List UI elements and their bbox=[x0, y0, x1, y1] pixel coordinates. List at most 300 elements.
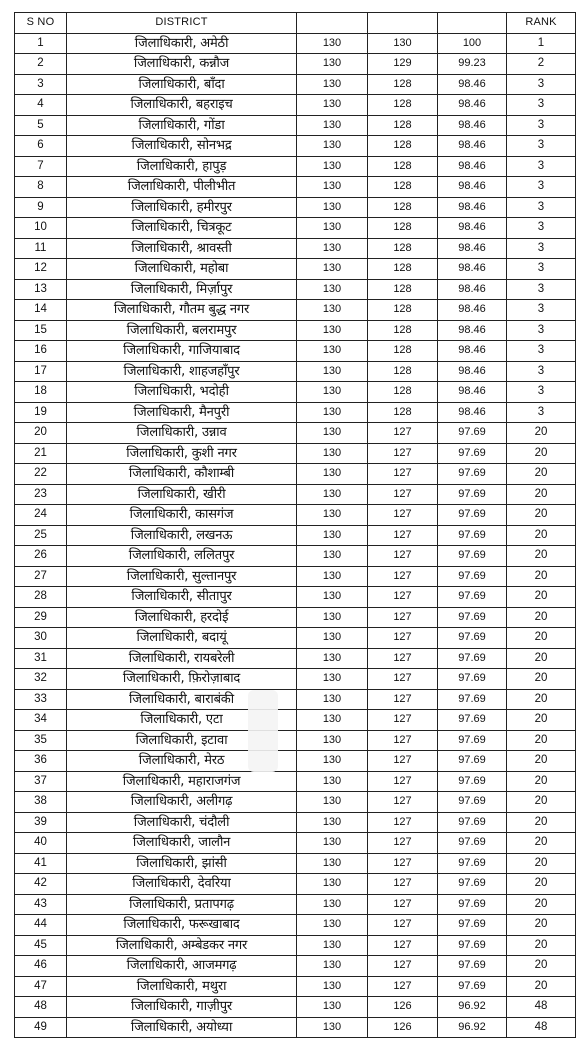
cell-rank: 20 bbox=[507, 546, 576, 567]
cell-total: 130 bbox=[297, 710, 368, 731]
cell-percent: 98.46 bbox=[438, 320, 507, 341]
cell-rank: 48 bbox=[507, 997, 576, 1018]
cell-percent: 97.69 bbox=[438, 423, 507, 444]
cell-percent: 97.69 bbox=[438, 751, 507, 772]
table-row bbox=[15, 566, 576, 587]
cell-sno: 41 bbox=[15, 853, 67, 874]
cell-total: 130 bbox=[297, 648, 368, 669]
cell-sno: 22 bbox=[15, 464, 67, 485]
table-row bbox=[15, 525, 576, 546]
cell-rank: 20 bbox=[507, 956, 576, 977]
cell-rank: 3 bbox=[507, 95, 576, 116]
table-row bbox=[15, 771, 576, 792]
table-row bbox=[15, 915, 576, 936]
cell-score: 127 bbox=[368, 915, 438, 936]
cell-percent: 100 bbox=[438, 33, 507, 54]
cell-sno: 19 bbox=[15, 402, 67, 423]
cell-percent: 97.69 bbox=[438, 587, 507, 608]
cell-sno: 49 bbox=[15, 1017, 67, 1038]
cell-percent: 97.69 bbox=[438, 853, 507, 874]
cell-total: 130 bbox=[297, 1017, 368, 1038]
cell-sno: 11 bbox=[15, 238, 67, 259]
cell-district: जिलाधिकारी, कासगंज bbox=[67, 505, 297, 526]
cell-score: 127 bbox=[368, 607, 438, 628]
cell-sno: 1 bbox=[15, 33, 67, 54]
cell-district: जिलाधिकारी, चित्रकूट bbox=[67, 218, 297, 239]
table-row bbox=[15, 710, 576, 731]
cell-percent: 97.69 bbox=[438, 525, 507, 546]
cell-percent: 98.46 bbox=[438, 156, 507, 177]
cell-percent: 97.69 bbox=[438, 443, 507, 464]
cell-percent: 98.46 bbox=[438, 95, 507, 116]
cell-district: जिलाधिकारी, बाँदा bbox=[67, 74, 297, 95]
cell-district: जिलाधिकारी, गोंडा bbox=[67, 115, 297, 136]
cell-rank: 3 bbox=[507, 300, 576, 321]
cell-total: 130 bbox=[297, 997, 368, 1018]
cell-district: जिलाधिकारी, गाजियाबाद bbox=[67, 341, 297, 362]
cell-sno: 48 bbox=[15, 997, 67, 1018]
cell-rank: 20 bbox=[507, 689, 576, 710]
cell-total: 130 bbox=[297, 54, 368, 75]
cell-sno: 9 bbox=[15, 197, 67, 218]
cell-percent: 97.69 bbox=[438, 648, 507, 669]
cell-district: जिलाधिकारी, प्रतापगढ़ bbox=[67, 894, 297, 915]
cell-district: जिलाधिकारी, महोबा bbox=[67, 259, 297, 280]
cell-percent: 98.46 bbox=[438, 402, 507, 423]
table-row bbox=[15, 402, 576, 423]
cell-rank: 20 bbox=[507, 525, 576, 546]
table-row bbox=[15, 341, 576, 362]
cell-total: 130 bbox=[297, 935, 368, 956]
cell-rank: 20 bbox=[507, 771, 576, 792]
cell-percent: 97.69 bbox=[438, 976, 507, 997]
cell-percent: 97.69 bbox=[438, 874, 507, 895]
table-row bbox=[15, 177, 576, 198]
cell-total: 130 bbox=[297, 566, 368, 587]
cell-total: 130 bbox=[297, 525, 368, 546]
table-row bbox=[15, 833, 576, 854]
cell-sno: 38 bbox=[15, 792, 67, 813]
cell-sno: 20 bbox=[15, 423, 67, 444]
cell-score: 128 bbox=[368, 238, 438, 259]
cell-sno: 25 bbox=[15, 525, 67, 546]
cell-score: 128 bbox=[368, 197, 438, 218]
cell-score: 127 bbox=[368, 669, 438, 690]
cell-total: 130 bbox=[297, 607, 368, 628]
cell-rank: 1 bbox=[507, 33, 576, 54]
table-row bbox=[15, 443, 576, 464]
cell-total: 130 bbox=[297, 156, 368, 177]
cell-percent: 98.46 bbox=[438, 218, 507, 239]
cell-score: 129 bbox=[368, 54, 438, 75]
cell-total: 130 bbox=[297, 279, 368, 300]
cell-rank: 20 bbox=[507, 894, 576, 915]
cell-district: जिलाधिकारी, गाज़ीपुर bbox=[67, 997, 297, 1018]
cell-rank: 20 bbox=[507, 730, 576, 751]
cell-rank: 3 bbox=[507, 177, 576, 198]
cell-percent: 97.69 bbox=[438, 628, 507, 649]
cell-total: 130 bbox=[297, 382, 368, 403]
cell-percent: 97.69 bbox=[438, 505, 507, 526]
cell-sno: 39 bbox=[15, 812, 67, 833]
cell-sno: 40 bbox=[15, 833, 67, 854]
cell-district: जिलाधिकारी, अलीगढ़ bbox=[67, 792, 297, 813]
cell-sno: 13 bbox=[15, 279, 67, 300]
table-row bbox=[15, 997, 576, 1018]
cell-rank: 3 bbox=[507, 238, 576, 259]
cell-percent: 96.92 bbox=[438, 997, 507, 1018]
cell-district: जिलाधिकारी, हरदोई bbox=[67, 607, 297, 628]
header-rank: RANK bbox=[507, 13, 576, 34]
cell-rank: 20 bbox=[507, 853, 576, 874]
table-row bbox=[15, 607, 576, 628]
cell-total: 130 bbox=[297, 751, 368, 772]
table-row bbox=[15, 74, 576, 95]
cell-score: 128 bbox=[368, 95, 438, 116]
cell-score: 128 bbox=[368, 341, 438, 362]
cell-score: 128 bbox=[368, 218, 438, 239]
cell-district: जिलाधिकारी, श्रावस्ती bbox=[67, 238, 297, 259]
cell-district: जिलाधिकारी, अमेठी bbox=[67, 33, 297, 54]
cell-sno: 21 bbox=[15, 443, 67, 464]
cell-sno: 37 bbox=[15, 771, 67, 792]
table-row bbox=[15, 279, 576, 300]
cell-score: 128 bbox=[368, 320, 438, 341]
cell-rank: 20 bbox=[507, 484, 576, 505]
cell-rank: 20 bbox=[507, 607, 576, 628]
cell-total: 130 bbox=[297, 95, 368, 116]
table-row bbox=[15, 423, 576, 444]
cell-total: 130 bbox=[297, 238, 368, 259]
cell-percent: 97.69 bbox=[438, 935, 507, 956]
cell-sno: 44 bbox=[15, 915, 67, 936]
cell-percent: 97.69 bbox=[438, 484, 507, 505]
cell-total: 130 bbox=[297, 484, 368, 505]
cell-total: 130 bbox=[297, 894, 368, 915]
table-row bbox=[15, 197, 576, 218]
cell-sno: 3 bbox=[15, 74, 67, 95]
cell-percent: 97.69 bbox=[438, 956, 507, 977]
cell-percent: 98.46 bbox=[438, 115, 507, 136]
scan-smudge bbox=[248, 690, 278, 772]
cell-sno: 34 bbox=[15, 710, 67, 731]
table-row bbox=[15, 115, 576, 136]
cell-score: 127 bbox=[368, 792, 438, 813]
cell-total: 130 bbox=[297, 505, 368, 526]
table-row bbox=[15, 156, 576, 177]
cell-score: 127 bbox=[368, 956, 438, 977]
cell-total: 130 bbox=[297, 956, 368, 977]
cell-sno: 4 bbox=[15, 95, 67, 116]
table-row bbox=[15, 730, 576, 751]
cell-rank: 20 bbox=[507, 628, 576, 649]
cell-district: जिलाधिकारी, कुशी नगर bbox=[67, 443, 297, 464]
cell-sno: 14 bbox=[15, 300, 67, 321]
cell-sno: 31 bbox=[15, 648, 67, 669]
cell-percent: 98.46 bbox=[438, 197, 507, 218]
cell-score: 127 bbox=[368, 587, 438, 608]
cell-sno: 35 bbox=[15, 730, 67, 751]
cell-sno: 32 bbox=[15, 669, 67, 690]
cell-rank: 3 bbox=[507, 361, 576, 382]
table-row bbox=[15, 976, 576, 997]
cell-district: जिलाधिकारी, सुल्तानपुर bbox=[67, 566, 297, 587]
cell-rank: 20 bbox=[507, 751, 576, 772]
cell-sno: 30 bbox=[15, 628, 67, 649]
cell-district: जिलाधिकारी, रायबरेली bbox=[67, 648, 297, 669]
cell-total: 130 bbox=[297, 833, 368, 854]
cell-rank: 3 bbox=[507, 382, 576, 403]
cell-sno: 17 bbox=[15, 361, 67, 382]
cell-percent: 97.69 bbox=[438, 894, 507, 915]
cell-percent: 98.46 bbox=[438, 279, 507, 300]
cell-percent: 99.23 bbox=[438, 54, 507, 75]
header-col3 bbox=[297, 13, 368, 34]
cell-total: 130 bbox=[297, 341, 368, 362]
cell-percent: 97.69 bbox=[438, 464, 507, 485]
cell-sno: 2 bbox=[15, 54, 67, 75]
cell-sno: 18 bbox=[15, 382, 67, 403]
table-row bbox=[15, 648, 576, 669]
cell-total: 130 bbox=[297, 136, 368, 157]
table-row bbox=[15, 136, 576, 157]
table-row bbox=[15, 33, 576, 54]
table-row bbox=[15, 238, 576, 259]
cell-total: 130 bbox=[297, 197, 368, 218]
cell-score: 128 bbox=[368, 300, 438, 321]
cell-rank: 3 bbox=[507, 279, 576, 300]
cell-total: 130 bbox=[297, 792, 368, 813]
cell-district: जिलाधिकारी, अम्बेडकर नगर bbox=[67, 935, 297, 956]
cell-rank: 3 bbox=[507, 74, 576, 95]
cell-rank: 3 bbox=[507, 218, 576, 239]
cell-rank: 20 bbox=[507, 505, 576, 526]
cell-district: जिलाधिकारी, उन्नाव bbox=[67, 423, 297, 444]
table-row bbox=[15, 669, 576, 690]
cell-score: 128 bbox=[368, 402, 438, 423]
header-col5 bbox=[438, 13, 507, 34]
cell-rank: 3 bbox=[507, 136, 576, 157]
cell-percent: 97.69 bbox=[438, 833, 507, 854]
cell-district: जिलाधिकारी, बहराइच bbox=[67, 95, 297, 116]
cell-rank: 20 bbox=[507, 648, 576, 669]
cell-rank: 20 bbox=[507, 587, 576, 608]
cell-percent: 97.69 bbox=[438, 566, 507, 587]
cell-total: 130 bbox=[297, 464, 368, 485]
cell-district: जिलाधिकारी, भदोही bbox=[67, 382, 297, 403]
table-body bbox=[15, 33, 576, 1038]
cell-district: जिलाधिकारी, एटा bbox=[67, 710, 297, 731]
cell-district: जिलाधिकारी, बाराबंकी bbox=[67, 689, 297, 710]
cell-score: 127 bbox=[368, 894, 438, 915]
table-row bbox=[15, 689, 576, 710]
cell-district: जिलाधिकारी, कन्नौज bbox=[67, 54, 297, 75]
cell-rank: 3 bbox=[507, 156, 576, 177]
table-row bbox=[15, 95, 576, 116]
cell-district: जिलाधिकारी, फ़िरोज़ाबाद bbox=[67, 669, 297, 690]
cell-total: 130 bbox=[297, 259, 368, 280]
cell-district: जिलाधिकारी, बलरामपुर bbox=[67, 320, 297, 341]
cell-district: जिलाधिकारी, खीरी bbox=[67, 484, 297, 505]
cell-district: जिलाधिकारी, हापुड़ bbox=[67, 156, 297, 177]
cell-district: जिलाधिकारी, झांसी bbox=[67, 853, 297, 874]
cell-rank: 20 bbox=[507, 443, 576, 464]
cell-score: 128 bbox=[368, 177, 438, 198]
cell-total: 130 bbox=[297, 771, 368, 792]
cell-district: जिलाधिकारी, सोनभद्र bbox=[67, 136, 297, 157]
cell-total: 130 bbox=[297, 915, 368, 936]
cell-rank: 20 bbox=[507, 423, 576, 444]
cell-sno: 12 bbox=[15, 259, 67, 280]
table-row bbox=[15, 751, 576, 772]
cell-district: जिलाधिकारी, पीलीभीत bbox=[67, 177, 297, 198]
cell-district: जिलाधिकारी, गौतम बुद्ध नगर bbox=[67, 300, 297, 321]
cell-total: 130 bbox=[297, 300, 368, 321]
table-row bbox=[15, 505, 576, 526]
cell-total: 130 bbox=[297, 218, 368, 239]
cell-sno: 10 bbox=[15, 218, 67, 239]
cell-total: 130 bbox=[297, 423, 368, 444]
cell-rank: 20 bbox=[507, 669, 576, 690]
cell-sno: 15 bbox=[15, 320, 67, 341]
cell-total: 130 bbox=[297, 874, 368, 895]
cell-district: जिलाधिकारी, सीतापुर bbox=[67, 587, 297, 608]
cell-total: 130 bbox=[297, 33, 368, 54]
cell-percent: 97.69 bbox=[438, 669, 507, 690]
cell-total: 130 bbox=[297, 74, 368, 95]
table-row bbox=[15, 382, 576, 403]
cell-score: 127 bbox=[368, 812, 438, 833]
district-ranking-table bbox=[14, 12, 576, 1038]
cell-rank: 3 bbox=[507, 115, 576, 136]
cell-score: 127 bbox=[368, 464, 438, 485]
cell-rank: 3 bbox=[507, 197, 576, 218]
cell-rank: 20 bbox=[507, 874, 576, 895]
cell-sno: 5 bbox=[15, 115, 67, 136]
cell-score: 128 bbox=[368, 361, 438, 382]
cell-sno: 27 bbox=[15, 566, 67, 587]
cell-score: 127 bbox=[368, 833, 438, 854]
cell-rank: 20 bbox=[507, 915, 576, 936]
cell-rank: 48 bbox=[507, 1017, 576, 1038]
cell-total: 130 bbox=[297, 976, 368, 997]
cell-score: 128 bbox=[368, 136, 438, 157]
table-row bbox=[15, 320, 576, 341]
cell-rank: 20 bbox=[507, 833, 576, 854]
cell-score: 127 bbox=[368, 443, 438, 464]
header-row bbox=[15, 13, 576, 34]
table-row bbox=[15, 935, 576, 956]
cell-total: 130 bbox=[297, 853, 368, 874]
cell-score: 127 bbox=[368, 710, 438, 731]
cell-sno: 45 bbox=[15, 935, 67, 956]
cell-sno: 24 bbox=[15, 505, 67, 526]
cell-sno: 33 bbox=[15, 689, 67, 710]
cell-total: 130 bbox=[297, 320, 368, 341]
cell-total: 130 bbox=[297, 730, 368, 751]
cell-rank: 2 bbox=[507, 54, 576, 75]
cell-rank: 20 bbox=[507, 566, 576, 587]
cell-percent: 97.69 bbox=[438, 812, 507, 833]
cell-district: जिलाधिकारी, मैनपुरी bbox=[67, 402, 297, 423]
cell-percent: 97.69 bbox=[438, 546, 507, 567]
cell-score: 127 bbox=[368, 423, 438, 444]
cell-percent: 98.46 bbox=[438, 382, 507, 403]
cell-sno: 43 bbox=[15, 894, 67, 915]
cell-district: जिलाधिकारी, आजमगढ़ bbox=[67, 956, 297, 977]
cell-sno: 16 bbox=[15, 341, 67, 362]
cell-district: जिलाधिकारी, चंदौली bbox=[67, 812, 297, 833]
cell-total: 130 bbox=[297, 689, 368, 710]
cell-score: 127 bbox=[368, 874, 438, 895]
cell-district: जिलाधिकारी, मेरठ bbox=[67, 751, 297, 772]
cell-score: 127 bbox=[368, 648, 438, 669]
cell-sno: 29 bbox=[15, 607, 67, 628]
cell-score: 127 bbox=[368, 935, 438, 956]
cell-percent: 97.69 bbox=[438, 792, 507, 813]
table-row bbox=[15, 894, 576, 915]
table-row bbox=[15, 361, 576, 382]
cell-percent: 98.46 bbox=[438, 300, 507, 321]
table-row bbox=[15, 218, 576, 239]
cell-total: 130 bbox=[297, 812, 368, 833]
cell-rank: 20 bbox=[507, 710, 576, 731]
cell-percent: 97.69 bbox=[438, 915, 507, 936]
cell-percent: 98.46 bbox=[438, 361, 507, 382]
cell-rank: 20 bbox=[507, 935, 576, 956]
cell-score: 127 bbox=[368, 751, 438, 772]
cell-rank: 3 bbox=[507, 341, 576, 362]
cell-sno: 46 bbox=[15, 956, 67, 977]
cell-percent: 97.69 bbox=[438, 730, 507, 751]
cell-percent: 97.69 bbox=[438, 710, 507, 731]
cell-district: जिलाधिकारी, जालौन bbox=[67, 833, 297, 854]
cell-percent: 97.69 bbox=[438, 771, 507, 792]
table-row bbox=[15, 54, 576, 75]
table-row bbox=[15, 812, 576, 833]
cell-rank: 20 bbox=[507, 464, 576, 485]
cell-score: 127 bbox=[368, 505, 438, 526]
cell-total: 130 bbox=[297, 628, 368, 649]
cell-sno: 23 bbox=[15, 484, 67, 505]
cell-district: जिलाधिकारी, इटावा bbox=[67, 730, 297, 751]
cell-district: जिलाधिकारी, मथुरा bbox=[67, 976, 297, 997]
cell-district: जिलाधिकारी, कौशाम्बी bbox=[67, 464, 297, 485]
cell-district: जिलाधिकारी, फरूखाबाद bbox=[67, 915, 297, 936]
cell-district: जिलाधिकारी, महाराजगंज bbox=[67, 771, 297, 792]
cell-district: जिलाधिकारी, मिर्ज़ापुर bbox=[67, 279, 297, 300]
cell-sno: 42 bbox=[15, 874, 67, 895]
cell-rank: 3 bbox=[507, 259, 576, 280]
cell-score: 127 bbox=[368, 546, 438, 567]
table-row bbox=[15, 546, 576, 567]
cell-sno: 26 bbox=[15, 546, 67, 567]
cell-district: जिलाधिकारी, ललितपुर bbox=[67, 546, 297, 567]
cell-percent: 98.46 bbox=[438, 341, 507, 362]
cell-district: जिलाधिकारी, लखनऊ bbox=[67, 525, 297, 546]
cell-rank: 20 bbox=[507, 792, 576, 813]
cell-score: 126 bbox=[368, 997, 438, 1018]
cell-percent: 96.92 bbox=[438, 1017, 507, 1038]
table-row bbox=[15, 464, 576, 485]
cell-score: 127 bbox=[368, 730, 438, 751]
cell-sno: 28 bbox=[15, 587, 67, 608]
cell-rank: 20 bbox=[507, 812, 576, 833]
table-row bbox=[15, 300, 576, 321]
cell-total: 130 bbox=[297, 361, 368, 382]
cell-district: जिलाधिकारी, देवरिया bbox=[67, 874, 297, 895]
header-sno: S NO bbox=[15, 13, 67, 34]
